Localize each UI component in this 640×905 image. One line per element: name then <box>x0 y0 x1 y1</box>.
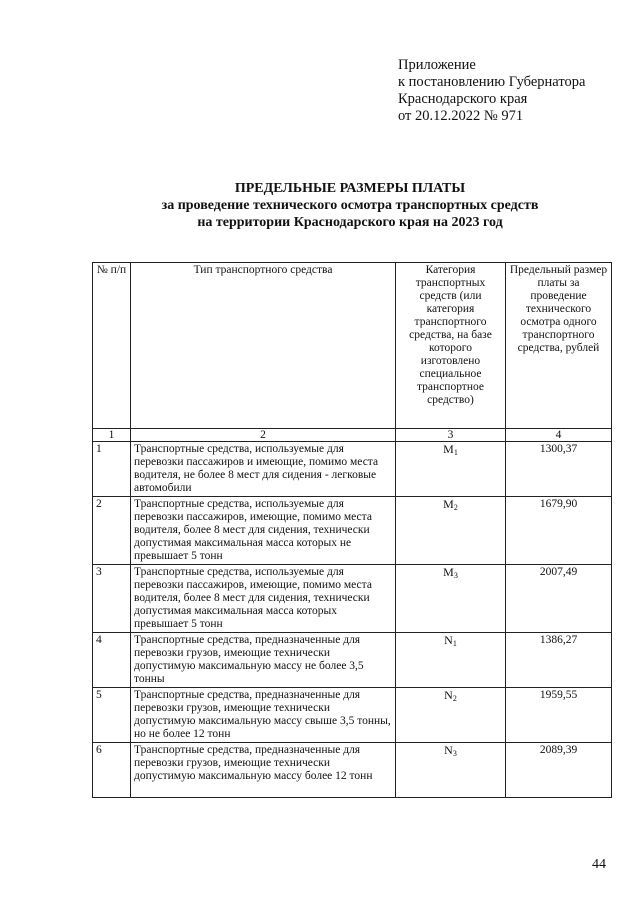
row-fee: 2007,49 <box>506 565 612 633</box>
row-number: 4 <box>93 633 131 688</box>
row-category <box>396 633 506 688</box>
row-vehicle-type: Транспортные средства, предназначенные для перевозки грузов, имеющие технически допустимую максимальную массу более 12 тонн <box>131 743 396 798</box>
category-letter: N <box>444 743 453 757</box>
header-vehicle-type: Тип транспортного средства <box>131 263 396 429</box>
fee-table <box>92 262 612 798</box>
appendix-line: Краснодарского края <box>398 91 528 107</box>
document-title <box>40 180 640 231</box>
table-header-row <box>93 263 612 429</box>
appendix-line: Приложение <box>398 57 476 73</box>
table-row <box>93 565 612 633</box>
row-number: 5 <box>93 688 131 743</box>
row-category <box>396 442 506 497</box>
category-index: 1 <box>452 639 457 648</box>
row-number: 6 <box>93 743 131 798</box>
header-category: Категория транспортных средств (или категория транспортного средства, на базе которого изготовлено специальное транспортное средство) <box>396 263 506 429</box>
header-number: № п/п <box>93 263 131 429</box>
category-index: 3 <box>452 749 457 758</box>
column-numbers-row <box>93 429 612 442</box>
table-row <box>93 442 612 497</box>
column-number: 1 <box>93 429 131 442</box>
row-vehicle-type: Транспортные средства, используемые для перевозки пассажиров, имеющие, помимо места водителя, более 8 мест для сидения, технически допустимая максимальная масса которых не превышает 5 тонн <box>131 497 396 565</box>
appendix-note <box>398 57 585 125</box>
column-number: 4 <box>506 429 612 442</box>
category-letter: N <box>444 633 453 647</box>
row-fee: 1386,27 <box>506 633 612 688</box>
category-index: 2 <box>452 694 457 703</box>
row-number: 3 <box>93 565 131 633</box>
table-row <box>93 688 612 743</box>
title-line-1: ПРЕДЕЛЬНЫЕ РАЗМЕРЫ ПЛАТЫ <box>234 181 466 196</box>
row-category <box>396 688 506 743</box>
category-letter: M <box>443 497 454 511</box>
category-index: 3 <box>453 571 458 580</box>
row-category <box>396 565 506 633</box>
column-number: 2 <box>131 429 396 442</box>
category-letter: M <box>443 565 454 579</box>
row-vehicle-type: Транспортные средства, используемые для перевозки пассажиров и имеющие, помимо места водителя, не более 8 мест для сидения - легковые автомобили <box>131 442 396 497</box>
row-vehicle-type: Транспортные средства, предназначенные для перевозки грузов, имеющие технически допустимую максимальную массу не более 3,5 тонны <box>131 633 396 688</box>
column-number: 3 <box>396 429 506 442</box>
title-line-3: на территории Краснодарского края на 2023 год <box>197 215 503 230</box>
table-row <box>93 633 612 688</box>
appendix-line: от 20.12.2022 № 971 <box>398 108 524 124</box>
header-max-fee: Предельный размер платы за проведение технического осмотра одного транспортного средства, рублей <box>506 263 612 429</box>
row-vehicle-type: Транспортные средства, предназначенные для перевозки грузов, имеющие технически допустимую максимальную массу свыше 3,5 тонны, но не более 12 тонн <box>131 688 396 743</box>
category-index: 2 <box>453 503 458 512</box>
category-letter: M <box>443 442 454 456</box>
row-number: 2 <box>93 497 131 565</box>
row-category <box>396 497 506 565</box>
table-row <box>93 497 612 565</box>
table-row <box>93 743 612 798</box>
row-fee: 1679,90 <box>506 497 612 565</box>
row-number: 1 <box>93 442 131 497</box>
row-category <box>396 743 506 798</box>
row-vehicle-type: Транспортные средства, используемые для перевозки пассажиров, имеющие, помимо места водителя, более 8 мест для сидения, технически допустимая максимальная масса которых превышает 5 тонн <box>131 565 396 633</box>
title-line-2: за проведение технического осмотра транспортных средств <box>161 198 539 213</box>
category-index: 1 <box>453 448 458 457</box>
row-fee: 1959,55 <box>506 688 612 743</box>
category-letter: N <box>444 688 453 702</box>
page-number: 44 <box>592 857 606 872</box>
row-fee: 1300,37 <box>506 442 612 497</box>
row-fee: 2089,39 <box>506 743 612 798</box>
appendix-line: к постановлению Губернатора <box>398 74 586 90</box>
